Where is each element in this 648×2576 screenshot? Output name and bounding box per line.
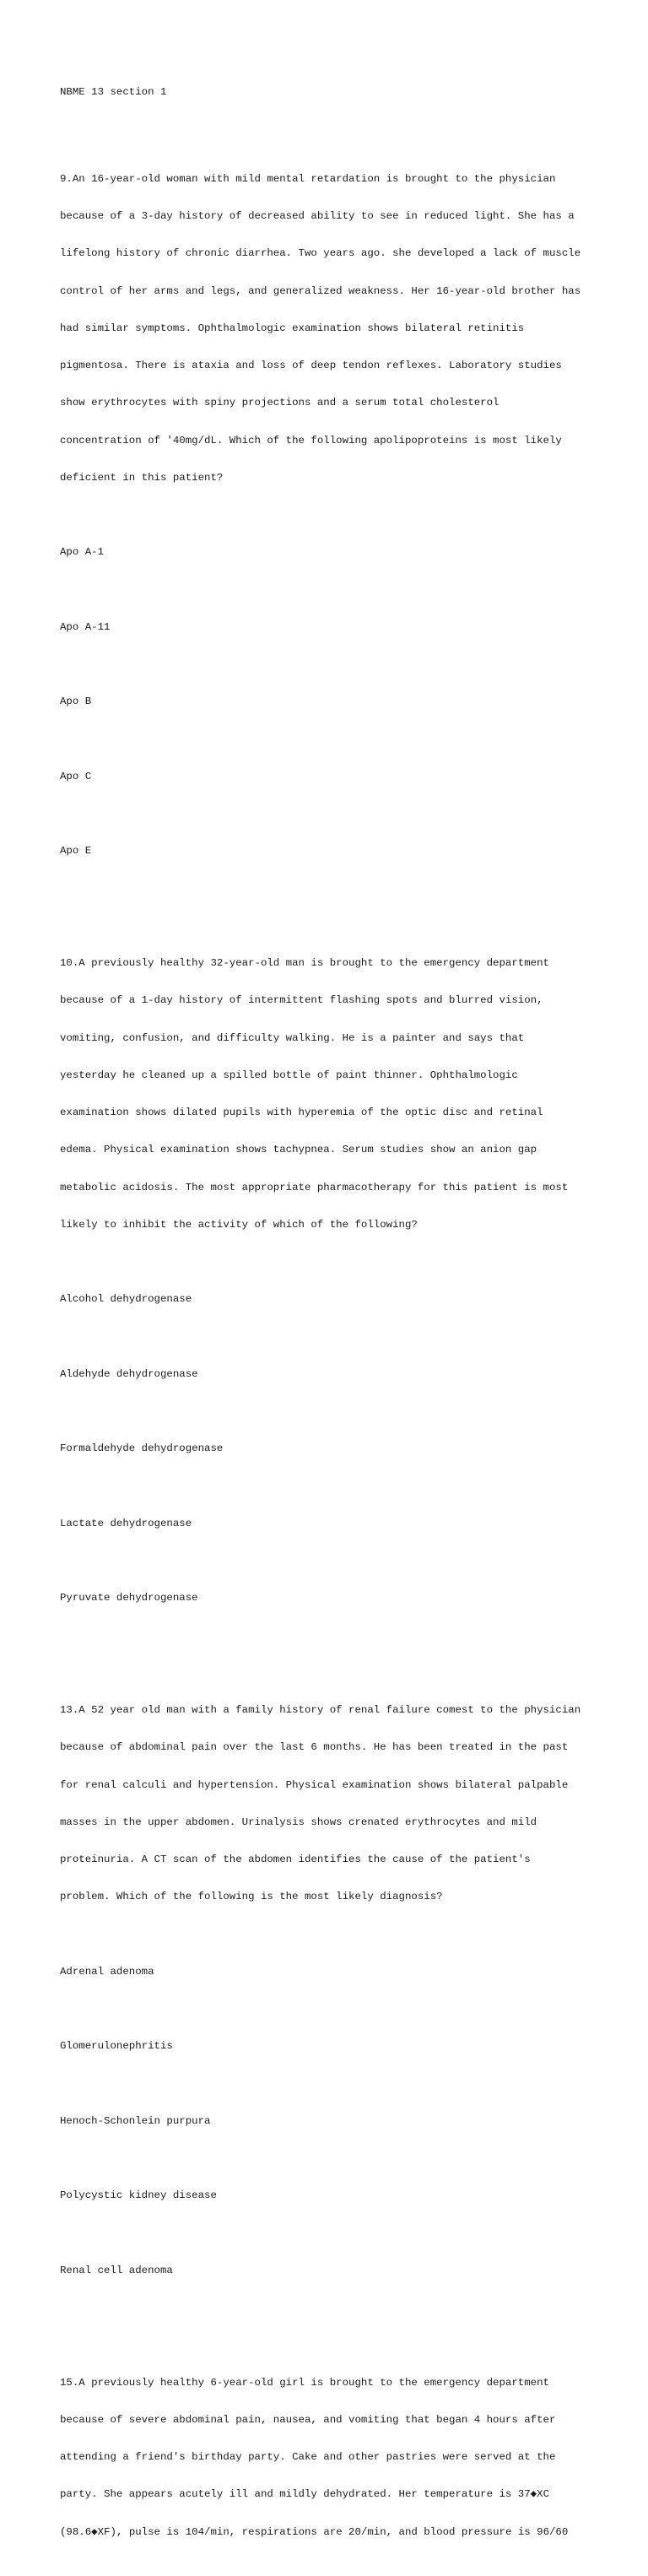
question-stem-line: had similar symptoms. Ophthalmologic examination shows bilateral retinitis (60, 322, 525, 334)
question-stem-line: because of a 1-day history of intermittent flashing spots and blurred vision, (60, 994, 543, 1007)
answer-option: Formaldehyde dehydrogenase (60, 1442, 224, 1455)
question-stem-line: deficient in this patient? (60, 471, 224, 484)
answer-option: Aldehyde dehydrogenase (60, 1367, 198, 1380)
question-15 (60, 2351, 600, 2563)
question-stem-line: likely to inhibit the activity of which of the following? (60, 1218, 418, 1231)
question-stem-line: problem. Which of the following is the most likely diagnosis? (60, 1891, 443, 1903)
question-stem-line: party. She appears acutely ill and mildly dehydrated. Her temperature is 37◆XC (60, 2488, 550, 2501)
question-stem-line: because of severe abdominal pain, nausea, and vomiting that began 4 hours after (60, 2413, 556, 2426)
question-stem-line: 15.A previously healthy 6-year-old girl is brought to the emergency department (60, 2376, 549, 2389)
answer-option: Alcohol dehydrogenase (60, 1293, 192, 1306)
question-10 (60, 933, 600, 1630)
question-stem-line: metabolic acidosis. The most appropriate pharmacotherapy for this patient is most (60, 1181, 569, 1193)
question-stem-line: (98.6◆XF), pulse is 104/min, respirations are 20/min, and blood pressure is 96/60 (60, 2525, 569, 2538)
answer-option: Apo E (60, 845, 92, 858)
question-stem-line: attending a friend's birthday party. Cake and other pastries were served at the (60, 2451, 556, 2463)
question-stem-line: yesterday he cleaned up a spilled bottle of paint thinner. Ophthalmologic (60, 1069, 518, 1081)
question-9 (60, 148, 600, 882)
answer-option: Lactate dehydrogenase (60, 1517, 192, 1529)
document-page (60, 61, 600, 2576)
question-stem-line: examination shows dilated pupils with hyperemia of the optic disc and retinal (60, 1107, 543, 1118)
question-stem-line: pigmentosa. There is ataxia and loss of deep tendon reflexes. Laboratory studies (60, 360, 562, 371)
question-stem-line: control of her arms and legs, and generalized weakness. Her 16-year-old brother has (60, 284, 581, 297)
question-stem-line: 10.A previously healthy 32-year-old man is brought to the emergency department (60, 957, 549, 969)
question-stem-line: 13.A 52 year old man with a family history of renal failure comest to the physician (60, 1704, 581, 1716)
answer-option: Polycystic kidney disease (60, 2189, 217, 2202)
answer-option: Apo B (60, 695, 92, 708)
answer-option: Apo C (60, 770, 92, 782)
answer-option: Adrenal adenoma (60, 1965, 154, 1978)
question-stem-line: because of abdominal pain over the last 6 months. He has been treated in the past (60, 1741, 569, 1754)
question-stem-line: proteinuria. A CT scan of the abdomen identifies the cause of the patient's (60, 1854, 531, 1865)
question-stem-line: concentration of '40mg/dL. Which of the following apolipoproteins is most likely (60, 434, 562, 446)
question-stem-line: for renal calculi and hypertension. Physical examination shows bilateral palpable (60, 1778, 569, 1791)
document-heading: NBME 13 section 1 (60, 85, 167, 98)
answer-option: Henoch-Schonlein purpura (60, 2114, 211, 2127)
question-stem-line: show erythrocytes with spiny projections and a serum total cholesterol (60, 397, 500, 409)
answer-option: Apo A-11 (60, 620, 111, 633)
question-stem-line: edema. Physical examination shows tachypnea. Serum studies show an anion gap (60, 1144, 537, 1156)
question-stem-line: 9.An 16-year-old woman with mild mental retardation is brought to the physician (60, 172, 556, 185)
answer-option: Apo A-1 (60, 546, 105, 559)
answer-option: Glomerulonephritis (60, 2040, 173, 2053)
question-stem-line: lifelong history of chronic diarrhea. Two years ago. she developed a lack of muscle (60, 247, 581, 260)
question-stem-line: vomiting, confusion, and difficulty walking. He is a painter and says that (60, 1031, 525, 1044)
answer-option: Renal cell adenoma (60, 2264, 173, 2276)
question-stem-line: because of a 3-day history of decreased ability to see in reduced light. She has a (60, 210, 575, 222)
question-13 (60, 1680, 600, 2303)
question-stem-line: masses in the upper abdomen. Urinalysis shows crenated erythrocytes and mild (60, 1816, 537, 1828)
answer-option: Pyruvate dehydrogenase (60, 1592, 198, 1605)
